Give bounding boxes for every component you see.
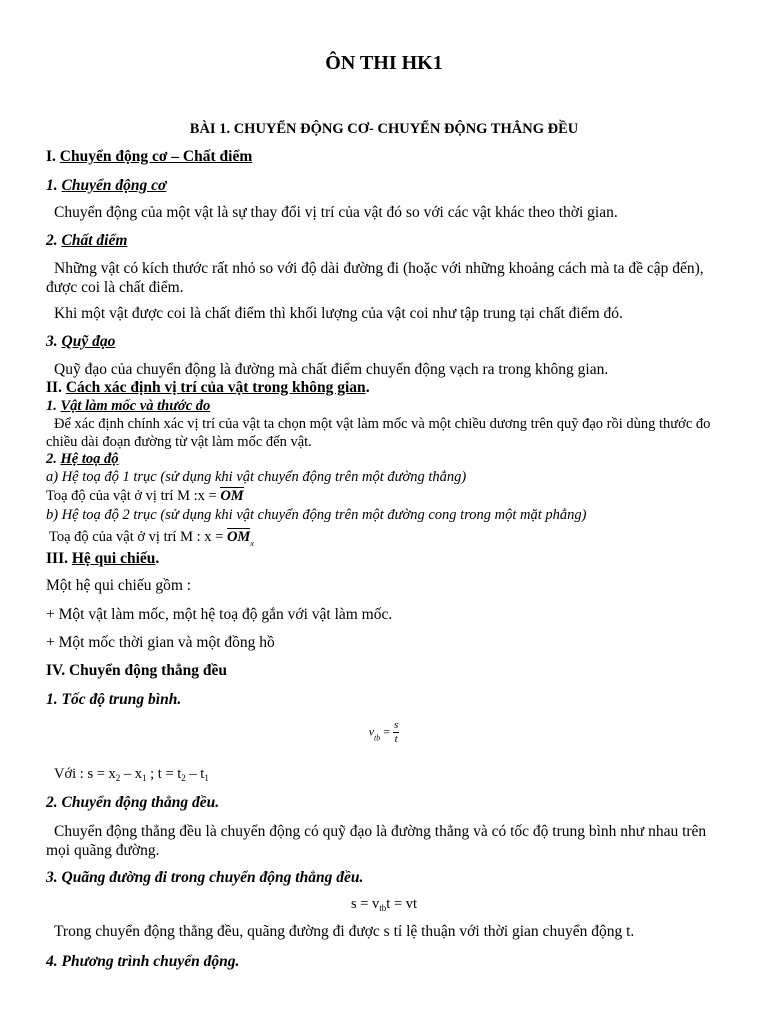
reference-frame-item-1: + Một vật làm mốc, một hệ toạ độ gắn với vật làm mốc. [46, 606, 393, 623]
section-3-heading: III. Hệ qui chiếu. [46, 550, 160, 567]
section-2-heading: II. Cách xác định vị trí của vật trong không gian. [46, 379, 370, 396]
subsection-4-4-heading: 4. Phương trình chuyển động. [46, 953, 240, 970]
lesson-heading: BÀI 1. CHUYỂN ĐỘNG CƠ- CHUYỂN ĐỘNG THẲNG ĐỀU [189, 121, 579, 137]
subsection-1-3-heading: 3. Quỹ đạo [46, 333, 116, 350]
subsection-1-2-text-2: Khi một vật được coi là chất điểm thì khối lượng của vật coi như tập trung tại chất điểm đó. [54, 305, 623, 322]
subsection-4-2-text: Chuyển động thẳng đều là chuyển động có quỹ đạo là đường thẳng và có tốc độ trung bình như nhau trên mọi quãng đường. [46, 823, 707, 859]
subsection-1-2-heading: 2. Chất điểm [46, 232, 128, 249]
coordinate-2-axis-formula: Toạ độ của vật ở vị trí M : $x = OM_x$ [49, 529, 254, 548]
vector-om-x: OM [226, 529, 251, 545]
subsection-1-3-text: Quỹ đạo của chuyển động là đường mà chất điểm chuyển động vạch ra trong không gian. [54, 361, 609, 378]
average-speed-formula: $v_{tb}$ = $\frac{s}{t}$ [368, 719, 399, 745]
subsection-1-1-heading: 1. Chuyển động cơ [46, 177, 167, 194]
distance-formula: $s = v_{tb}t$ = vt [350, 896, 418, 913]
subsection-1-1-text: Chuyển động của một vật là sự thay đổi vị trí của vật đó so với các vật khác theo thời gian. [54, 204, 618, 221]
section-4-heading: IV. Chuyển động thẳng đều [46, 662, 228, 679]
coordinate-2-axis-text: b) Hệ toạ độ 2 trục (sử dụng khi vật chuyển động trên một đường cong trong một mặt phẳng) [46, 507, 587, 523]
subsection-4-3-text: Trong chuyển động thẳng đều, quãng đường đi được s tỉ lệ thuận với thời gian chuyển động t. [54, 923, 635, 940]
coordinate-1-axis-text: a) Hệ toạ độ 1 trục (sử dụng khi vật chuyển động trên một đường thẳng) [46, 469, 467, 485]
subsection-4-3-heading: 3. Quãng đường đi trong chuyển động thẳng đều. [46, 869, 364, 886]
reference-frame-item-2: + Một mốc thời gian và một đồng hồ [46, 634, 275, 651]
vector-om: OM [220, 488, 244, 504]
displacement-definition: Với : $s = x_2 - x_1$ ; $t = t_2 - t_1$ [54, 766, 209, 783]
subsection-2-1-text: Để xác định chính xác vị trí của vật ta chọn một vật làm mốc và một chiều dương trên quỹ đạo rồi dùng thước đo chiều dài đoạn đường từ vật làm mốc đến vật. [46, 416, 711, 450]
page-title: ÔN THI HK1 [325, 52, 443, 74]
subsection-4-2-heading: 2. Chuyển động thẳng đều. [46, 794, 220, 811]
subsection-2-2-heading: 2. Hệ toạ độ [46, 451, 119, 467]
reference-frame-intro: Một hệ qui chiếu gồm : [46, 577, 192, 594]
coordinate-1-axis-formula: Toạ độ của vật ở vị trí M :x = OM [46, 488, 244, 504]
fraction: $\frac{s}{t}$ [394, 719, 399, 745]
section-1-heading: I. Chuyển động cơ – Chất điểm [46, 148, 253, 165]
subsection-1-2-text-1: Những vật có kích thước rất nhỏ so với độ dài đường đi (hoặc với những khoảng cách mà ta đề cập đến), được coi là chất điểm. [46, 260, 704, 296]
subsection-4-1-heading: 1. Tốc độ trung bình. [46, 691, 182, 708]
subsection-2-1-heading: 1. Vật làm mốc và thước đo [46, 398, 211, 414]
